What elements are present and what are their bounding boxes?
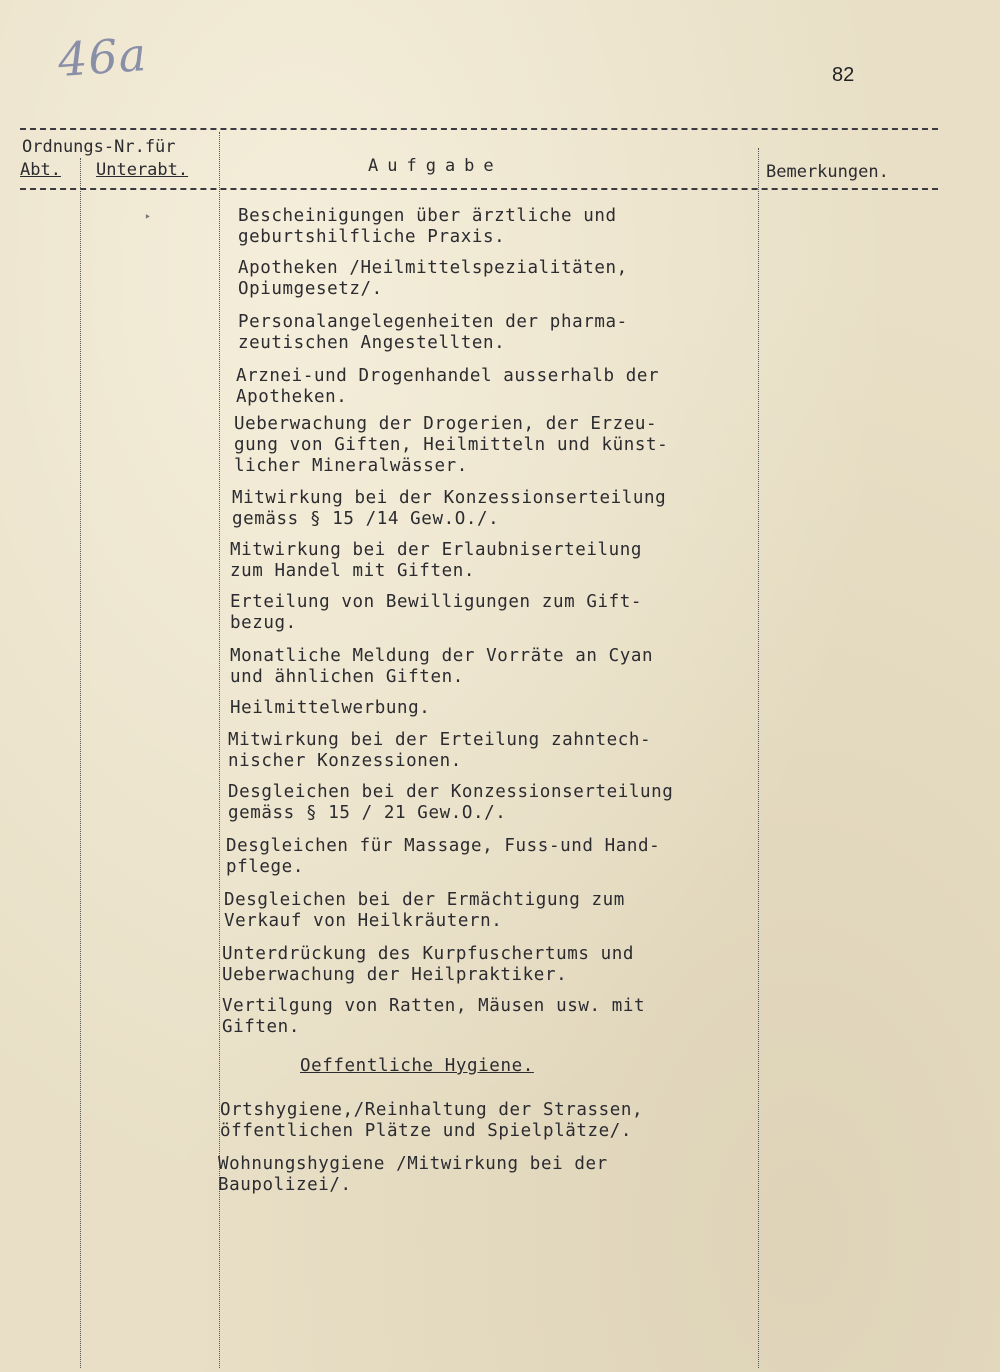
- list-item: Bescheinigungen über ärztliche und geburtshilfliche Praxis.: [238, 206, 617, 247]
- header-aufgabe: Aufgabe: [368, 156, 503, 176]
- handwritten-note: 46a: [56, 26, 149, 88]
- list-item: Ueberwachung der Drogerien, der Erzeu- gung von Giften, Heilmitteln und künst- licher Mineralwässer.: [234, 414, 669, 476]
- list-item: Monatliche Meldung der Vorräte an Cyan und ähnlichen Giften.: [230, 646, 654, 687]
- list-item: Arznei-und Drogenhandel ausserhalb der Apotheken.: [236, 366, 660, 407]
- list-item: Mitwirkung bei der Konzessionserteilung gemäss § 15 /14 Gew.O./.: [232, 488, 667, 529]
- header-abt: Abt.: [20, 160, 61, 180]
- table-top-rule: [20, 128, 938, 130]
- list-item: Wohnungshygiene /Mitwirkung bei der Baupolizei/.: [218, 1154, 608, 1195]
- list-item: Desgleichen für Massage, Fuss-und Hand- pflege.: [226, 836, 661, 877]
- list-item: Personalangelegenheiten der pharma- zeutischen Angestellten.: [238, 312, 628, 353]
- header-bottom-rule: [20, 188, 938, 190]
- header-bemerkungen: Bemerkungen.: [766, 162, 889, 182]
- list-item: Vertilgung von Ratten, Mäusen usw. mit Giften.: [222, 996, 646, 1037]
- list-item: Ortshygiene,/Reinhaltung der Strassen, öffentlichen Plätze und Spielplätze/.: [220, 1100, 644, 1141]
- list-item: Mitwirkung bei der Erteilung zahntech- nischer Konzessionen.: [228, 730, 652, 771]
- column-divider-bemerkungen: [758, 148, 759, 1368]
- list-item: Desgleichen bei der Konzessionserteilung gemäss § 15 / 21 Gew.O./.: [228, 782, 674, 823]
- list-item: Heilmittelwerbung.: [230, 698, 431, 718]
- column-divider-abt: [80, 158, 81, 1368]
- list-item: Mitwirkung bei der Erlaubniserteilung zum Handel mit Giften.: [230, 540, 643, 581]
- list-item: Desgleichen bei der Ermächtigung zum Verkauf von Heilkräutern.: [224, 890, 625, 931]
- list-item: Apotheken /Heilmittelspezialitäten, Opiumgesetz/.: [238, 258, 628, 299]
- header-ordnungs-nr: Ordnungs-Nr.für: [22, 137, 176, 157]
- list-item: Unterdrückung des Kurpfuschertums und Ueberwachung der Heilpraktiker.: [222, 944, 635, 985]
- margin-mark: ‣: [144, 210, 152, 224]
- list-item: Erteilung von Bewilligungen zum Gift- bezug.: [230, 592, 643, 633]
- section-title: Oeffentliche Hygiene.: [300, 1056, 534, 1076]
- page-number: 82: [832, 64, 855, 86]
- header-unterabt: Unterabt.: [96, 160, 189, 180]
